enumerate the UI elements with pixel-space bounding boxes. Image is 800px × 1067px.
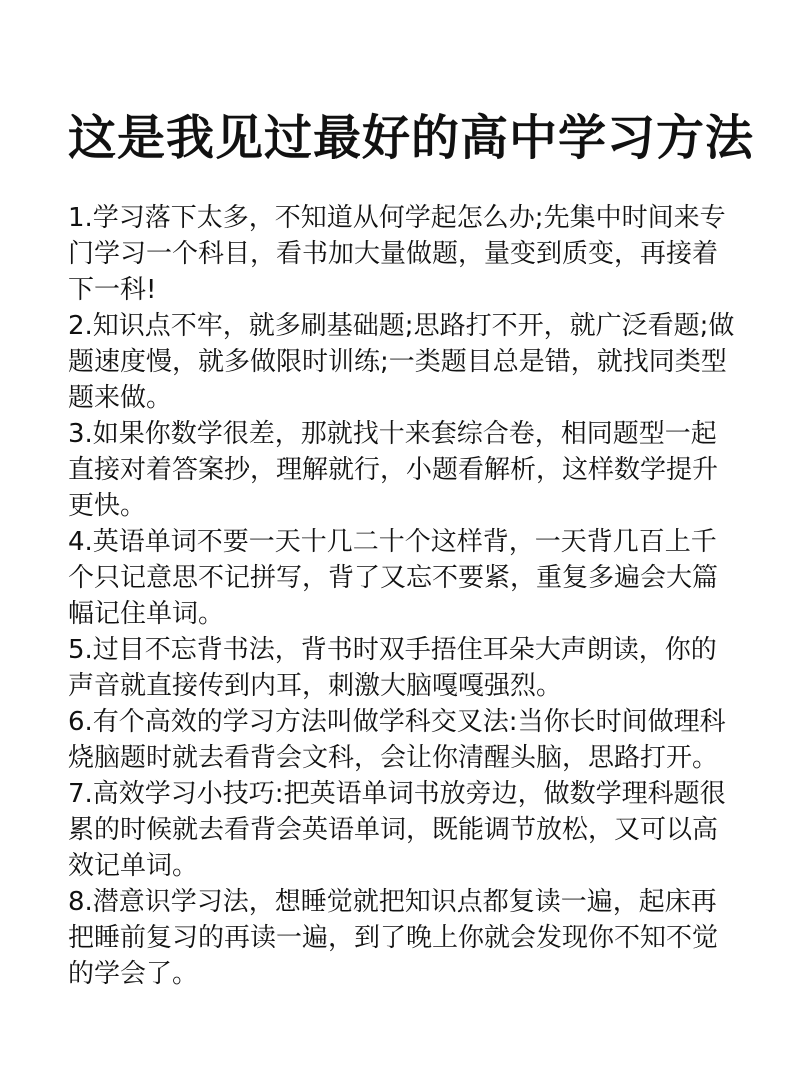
tip-3: 3.如果你数学很差，那就找十来套综合卷，相同题型一起直接对着答案抄，理解就行，小题看解析，这样数学提升更快。 xyxy=(68,419,719,521)
tip-2: 2.知识点不牢，就多刷基础题;思路打不开，就广泛看题;做题速度慢，就多做限时训练;一类题目总是错，就找同类型题来做。 xyxy=(68,311,735,413)
tip-4: 4.英语单词不要一天十几二十个这样背，一天背几百上千个只记意思不记拼写，背了又忘不要紧，重复多遍会大篇幅记住单词。 xyxy=(68,527,719,629)
tip-5: 5.过目不忘背书法，背书时双手捂住耳朵大声朗读，你的声音就直接传到内耳，刺激大脑嘎嘎强烈。 xyxy=(68,635,717,701)
tip-8: 8.潜意识学习法，想睡觉就把知识点都复读一遍，起床再把睡前复习的再读一遍，到了晚上你就会发现你不知不觉的学会了。 xyxy=(68,887,719,989)
tip-1: 1.学习落下太多，不知道从何学起怎么办;先集中时间来专门学习一个科目，看书加大量做题，量变到质变，再接着下一科! xyxy=(68,203,726,305)
tips-list xyxy=(68,200,740,992)
tip-6: 6.有个高效的学习方法叫做学科交叉法:当你长时间做理科烧脑题时就去看背会文科，会让你清醒头脑，思路打开。 xyxy=(68,707,726,773)
tip-7: 7.高效学习小技巧:把英语单词书放旁边，做数学理科题很累的时候就去看背会英语单词，既能调节放松，又可以高效记单词。 xyxy=(68,779,726,881)
page-title: 这是我见过最好的高中学习方法 xyxy=(68,110,755,166)
